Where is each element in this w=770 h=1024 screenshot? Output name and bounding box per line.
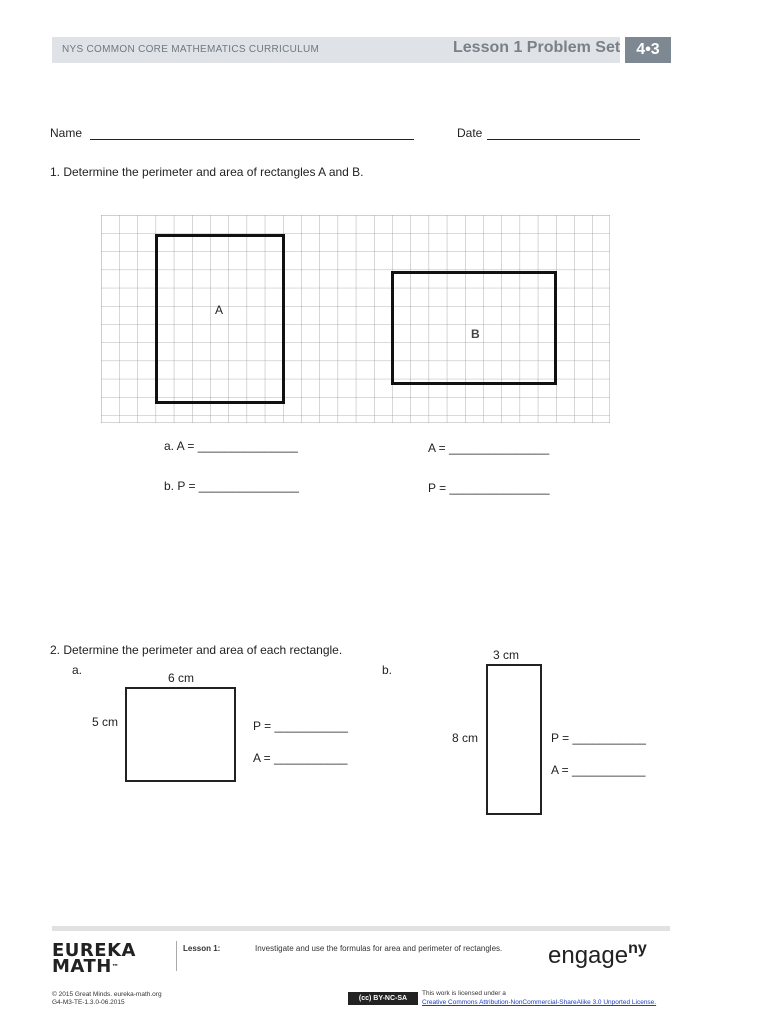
footer-rule (52, 926, 670, 931)
copyright-line-2: G4-M3-TE-1.3.0-06.2015 (52, 999, 125, 1006)
logo-line-1: EUREKA (52, 940, 136, 961)
footer-divider (176, 941, 177, 971)
q1-perimeter-b[interactable]: P = _______________ (428, 481, 550, 495)
name-field[interactable] (90, 139, 414, 140)
part-b-area-answer[interactable]: A = ___________ (551, 763, 646, 777)
lesson-title: Lesson 1 Problem Set (453, 39, 621, 56)
name-label: Name (50, 126, 83, 140)
question-1-prompt: 1. Determine the perimeter and area of rectangles A and B. (50, 165, 364, 179)
q1-area-a[interactable]: a. A = _______________ (164, 439, 298, 453)
rectangle-part-a (125, 687, 236, 782)
part-b-width-label: 3 cm (493, 648, 520, 662)
license-intro: This work is licensed under a (422, 990, 506, 997)
q1-area-b[interactable]: A = _______________ (428, 441, 550, 455)
logo-line-2: MATH (52, 956, 112, 977)
part-a-width-label: 6 cm (168, 671, 195, 685)
rectangle-b-label: B (471, 327, 480, 341)
license-link[interactable]: Creative Commons Attribution-NonCommercial-ShareAlike 3.0 Unported License. (422, 999, 657, 1006)
grade-module-badge: 4•3 (625, 37, 671, 63)
engage-text: engage (548, 942, 629, 969)
footer-lesson-desc: Investigate and use the formulas for area and perimeter of rectangles. (255, 944, 503, 953)
eureka-math-logo (52, 940, 136, 977)
rectangle-part-b (486, 664, 542, 815)
part-a-area-answer[interactable]: A = ___________ (253, 751, 348, 765)
logo-trademark: ™ (111, 963, 120, 971)
q1-perimeter-a[interactable]: b. P = _______________ (164, 479, 299, 493)
date-label: Date (457, 126, 483, 140)
copyright-line-1: © 2015 Great Minds. eureka-math.org (52, 991, 162, 998)
cc-license-badge[interactable]: (cc) BY-NC-SA (348, 992, 418, 1005)
engageny-logo (548, 942, 647, 970)
part-b-perimeter-answer[interactable]: P = ___________ (551, 731, 646, 745)
rectangle-a (155, 234, 285, 404)
part-b-height-label: 8 cm (452, 731, 479, 745)
date-field[interactable] (487, 139, 640, 140)
question-2-prompt: 2. Determine the perimeter and area of each rectangle. (50, 643, 343, 657)
footer-lesson-label: Lesson 1: (183, 944, 221, 953)
curriculum-title: NYS COMMON CORE MATHEMATICS CURRICULUM (62, 44, 320, 55)
ny-text: ny (628, 940, 647, 957)
part-a-label: a. (72, 663, 83, 677)
part-a-perimeter-answer[interactable]: P = ___________ (253, 719, 348, 733)
rectangle-a-label: A (215, 303, 224, 317)
part-a-height-label: 5 cm (92, 715, 119, 729)
part-b-label: b. (382, 663, 393, 677)
